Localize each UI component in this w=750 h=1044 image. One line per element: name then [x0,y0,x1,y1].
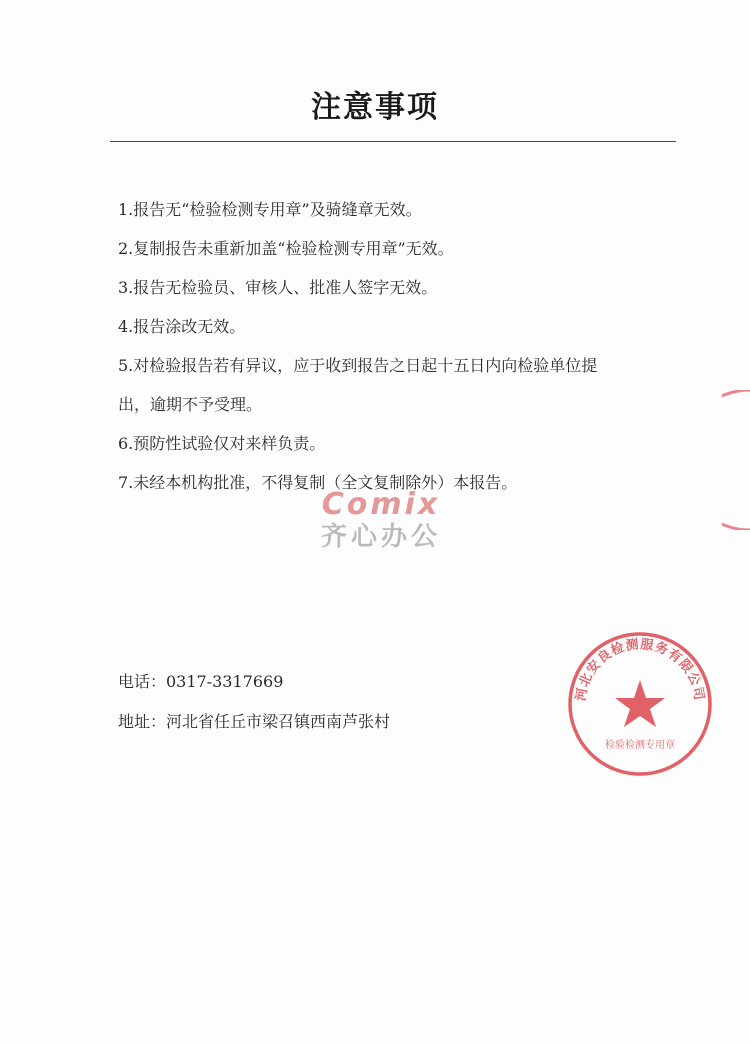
seal-ring-text: 河北安良检测服务有限公司 [573,637,707,703]
notice-item-4: 4.报告涂改无效。 [118,317,246,336]
watermark-subtitle: 齐心办公 [320,522,441,552]
contact-block [118,662,638,742]
notice-list [118,190,658,502]
partial-seal-edge [722,390,750,530]
official-seal-stamp [566,630,714,778]
notice-item-2: 2.复制报告未重新加盖“检验检测专用章”无效。 [118,239,454,258]
notice-item-1: 1.报告无“检验检测专用章”及骑缝章无效。 [118,200,422,219]
address-line: 地址：河北省任丘市梁召镇西南芦张村 [118,712,391,731]
edge-seal-ring [722,390,750,530]
phone-line: 电话：0317-3317669 [118,672,284,691]
notice-item-5: 5.对检验报告若有异议，应于收到报告之日起十五日内向检验单位提 [118,356,598,375]
title-divider [110,141,676,142]
watermark-logo: Comix [321,487,441,522]
notice-item-6: 6.预防性试验仅对来样负责。 [118,434,326,453]
seal-bottom-text: 检验检测专用章 [605,740,675,751]
notice-item-3: 3.报告无检验员、审核人、批准人签字无效。 [118,278,438,297]
notice-item-7: 7.未经本机构批准，不得复制（全文复制除外）本报告。 [118,473,518,492]
notice-item-5-continued: 出，逾期不予受理。 [118,395,263,414]
star-icon [615,680,665,727]
page-title: 注意事项 [311,90,439,125]
